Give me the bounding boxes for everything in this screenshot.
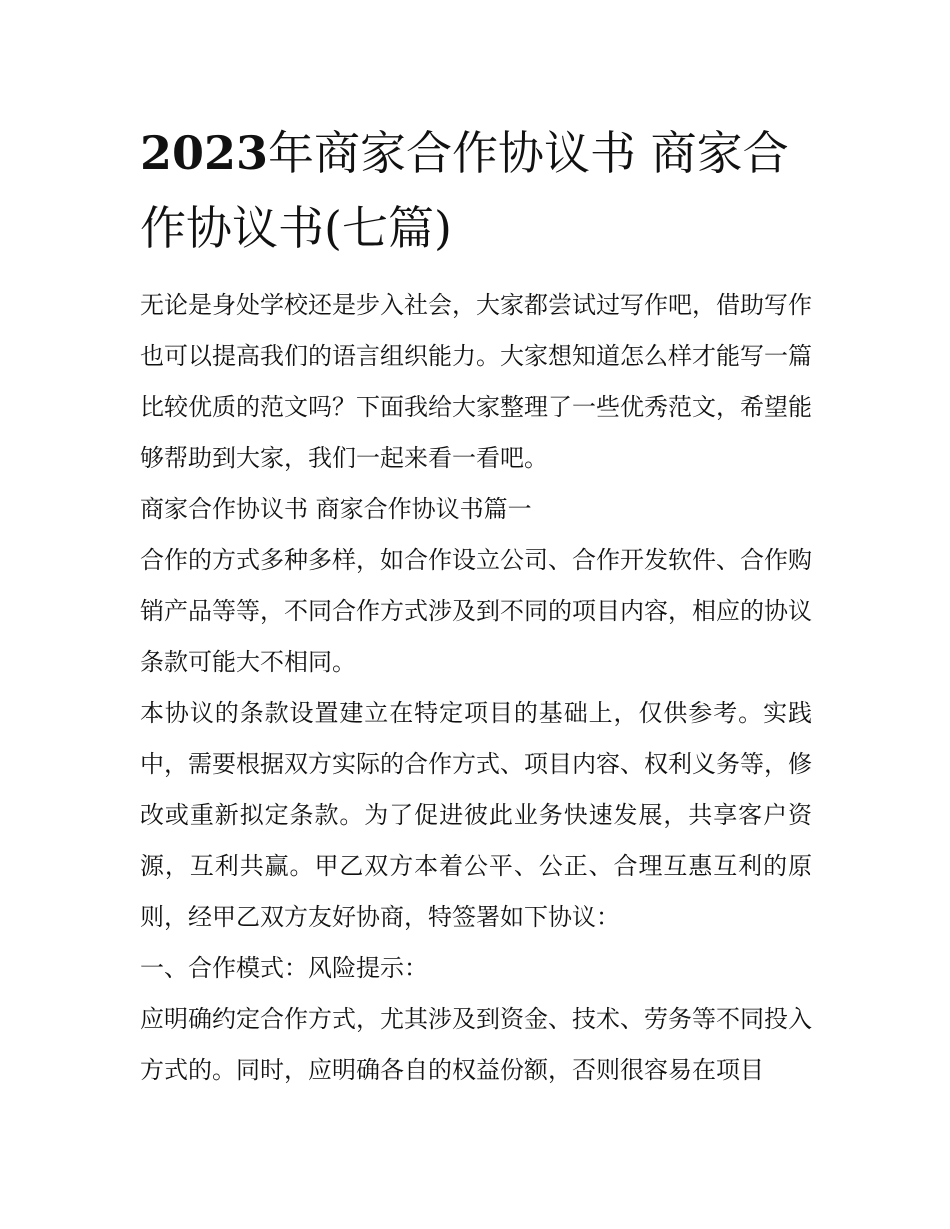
title-year: 2023: [140, 126, 269, 180]
section-heading-part-one: 商家合作协议书 商家合作协议书篇一: [140, 495, 532, 523]
document-body: [140, 116, 812, 1096]
section-heading-cooperation-mode: 一、合作模式：风险提示：: [140, 954, 428, 982]
title-text: 年商家合作协议书 商家合作协议书(七篇): [140, 126, 789, 255]
document-title: [140, 116, 812, 266]
paragraph-risk-notice: 应明确约定合作方式，尤其涉及到资金、技术、劳务等不同投入方式的。同时，应明确各自的权益份额，否则很容易在项目: [140, 1005, 812, 1084]
paragraph-intro: 无论是身处学校还是步入社会，大家都尝试过写作吧，借助写作也可以提高我们的语言组织能力。大家想知道怎么样才能写一篇比较优质的范文吗？下面我给大家整理了一些优秀范文，希望能够帮助到大家，我们一起来看一看吧。: [140, 291, 812, 472]
paragraph-cooperation-methods: 合作的方式多种多样，如合作设立公司、合作开发软件、合作购销产品等等，不同合作方式涉及到不同的项目内容，相应的协议条款可能大不相同。: [140, 546, 812, 676]
paragraph-agreement-terms: 本协议的条款设置建立在特定项目的基础上，仅供参考。实践中，需要根据双方实际的合作方式、项目内容、权利义务等，修改或重新拟定条款。为了促进彼此业务快速发展，共享客户资源，互利共赢。甲乙双方本着公平、公正、合理互惠互利的原则，经甲乙双方友好协商，特签署如下协议：: [140, 699, 812, 931]
